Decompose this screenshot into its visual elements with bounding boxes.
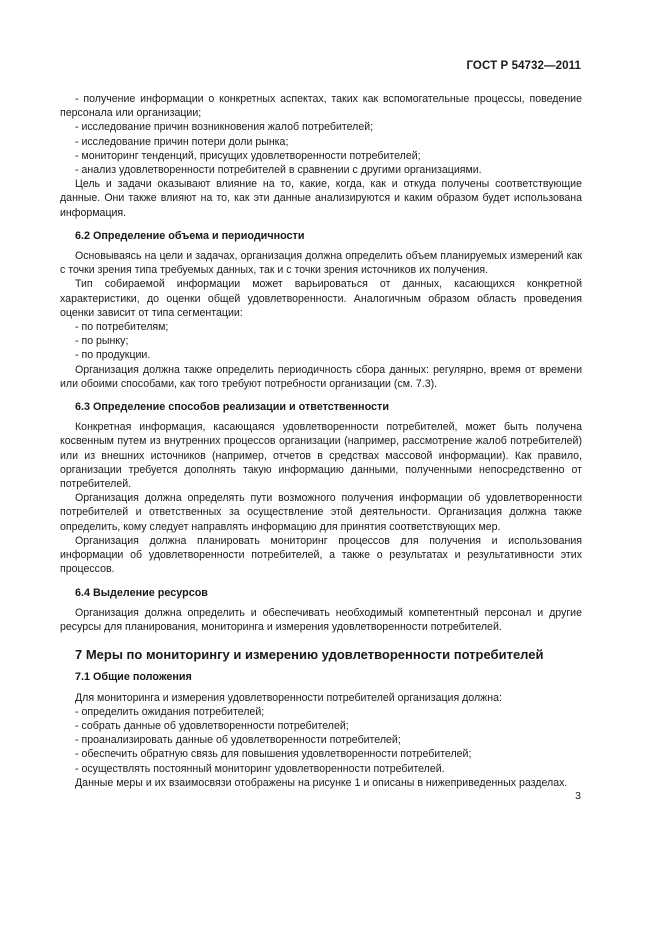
list-item: - обеспечить обратную связь для повышения удовлетворенности потребителей; [75, 748, 472, 761]
list-item: - исследование причин возникновения жалоб потребителей; [75, 121, 374, 134]
paragraph: Тип собираемой информации может варьироваться от данных, касающихся конкретной характеристики, до оценки общей удовлетворенности. Аналогичным образом область проведения оценки зависит от типа сегментации: [60, 278, 582, 319]
list-item: - определить ожидания потребителей; [75, 705, 265, 718]
section-heading-6-3: 6.3 Определение способов реализации и ответственности [75, 401, 389, 414]
section-heading-6-2: 6.2 Определение объема и периодичности [75, 229, 305, 242]
list-item: - исследование причин потери доли рынка; [75, 135, 289, 148]
section-heading-6-4: 6.4 Выделение ресурсов [75, 586, 208, 599]
list-item: - по потребителям; [75, 321, 169, 334]
paragraph: Цель и задачи оказывают влияние на то, какие, когда, как и откуда получены соответствующие данные. Они также влияют на то, как эти данные анализируются и каким образом будет использована информация. [60, 178, 582, 219]
paragraph: Конкретная информация, касающаяся удовлетворенности потребителей, может быть получена косвенным путем из внутренних процессов организации (например, рассмотрение жалоб потребителей) или из внешних источников (например, отчетов в средствах массовой информации). Как правило, организации требуется дополнять такую информацию данными, полученными непосредственно от потребителей. [60, 421, 582, 491]
paragraph: Организация должна также определить периодичность сбора данных: регулярно, время от времени или обоими способами, как того требуют потребности организации (см. 7.3). [60, 363, 582, 390]
paragraph: Основываясь на цели и задачах, организация должна определить объем планируемых измерений как с точки зрения типа требуемых данных, так и с точки зрения источников их получения. [60, 250, 582, 277]
paragraph: Для мониторинга и измерения удовлетворенности потребителей организация должна: [75, 691, 502, 704]
list-item: - по рынку; [75, 335, 129, 348]
standard-code: ГОСТ Р 54732—2011 [466, 60, 581, 72]
paragraph: Организация должна определять пути возможного получения информации об удовлетворенности потребителей и ответственных за осуществление этой деятельности. Организация должна также определить, кому следует направлять информацию для принятия соответствующих мер. [60, 492, 582, 533]
paragraph: Данные меры и их взаимосвязи отображены на рисунке 1 и описаны в нижеприведенных разделах. [75, 776, 568, 789]
paragraph: Организация должна планировать мониторинг процессов для получения и использования информации об удовлетворенности потребителей, а также о результатах и результативности этих процессов. [60, 534, 582, 576]
page-number: 3 [575, 790, 581, 802]
list-item: - осуществлять постоянный мониторинг удовлетворенности потребителей. [75, 762, 445, 775]
section-heading-7: 7 Меры по мониторингу и измерению удовлетворенности потребителей [75, 647, 544, 663]
list-item: - по продукции. [75, 349, 151, 362]
section-heading-7-1: 7.1 Общие положения [75, 671, 192, 684]
list-item: - проанализировать данные об удовлетворенности потребителей; [75, 734, 401, 747]
list-item: - собрать данные об удовлетворенности потребителей; [75, 719, 349, 732]
list-item: - анализ удовлетворенности потребителей в сравнении с другими организациями. [75, 164, 482, 177]
page-content [60, 92, 582, 790]
list-item: - получение информации о конкретных аспектах, таких как вспомогательные процессы, поведение персонала или организации; [60, 93, 582, 120]
list-item: - мониторинг тенденций, присущих удовлетворенности потребителей; [75, 149, 421, 162]
paragraph: Организация должна определить и обеспечивать необходимый компетентный персонал и другие ресурсы для планирования, мониторинга и измерения удовлетворенности потребителей. [60, 606, 582, 633]
